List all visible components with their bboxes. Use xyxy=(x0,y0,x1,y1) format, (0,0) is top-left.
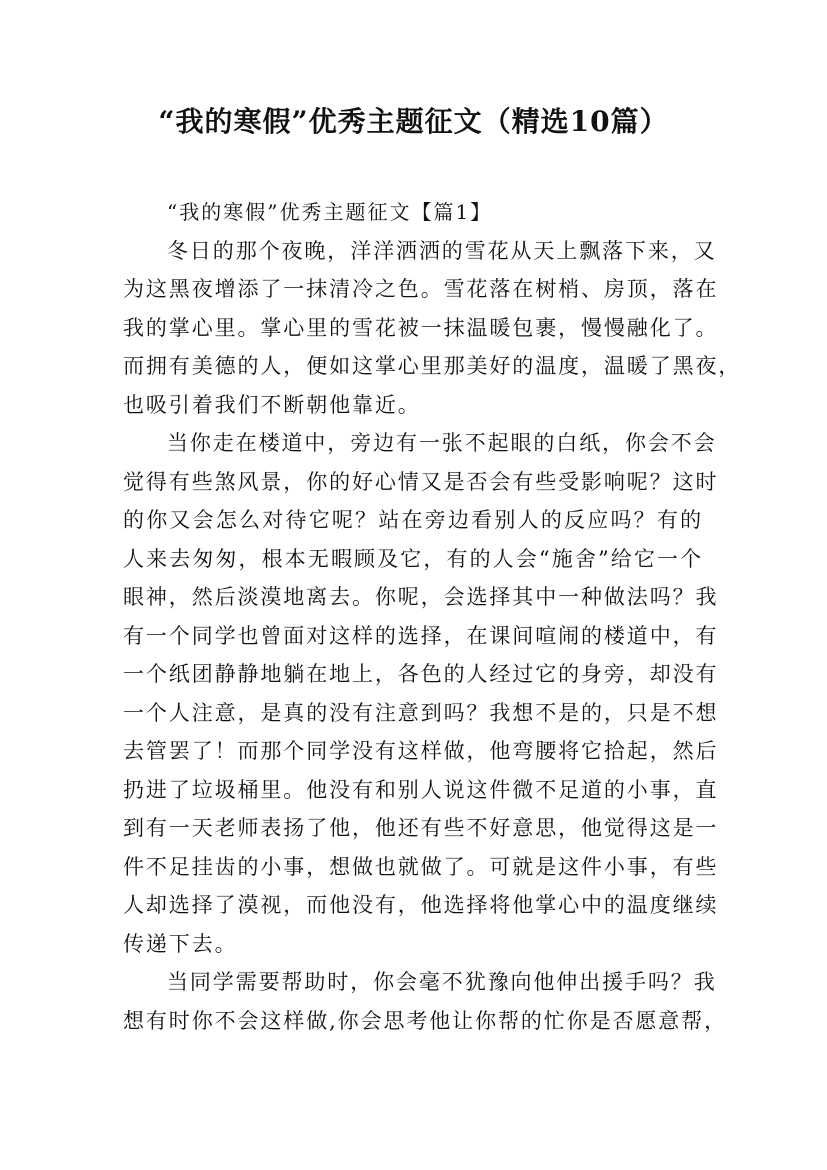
paragraph-line: 觉得有些煞风景，你的好心情又是否会有些受影响呢？这时 xyxy=(123,469,719,494)
paragraph xyxy=(123,424,719,963)
paragraph-line: 人来去匆匆，根本无暇顾及它，有的人会“施舍”给它一个 xyxy=(123,546,703,571)
paragraph-line: 眼神，然后淡漠地离去。你呢，会选择其中一种做法吗？我 xyxy=(123,585,719,609)
paragraph-line: 想有时你不会这样做,你会思考他让你帮的忙你是否愿意帮， xyxy=(123,1008,727,1033)
paragraph xyxy=(123,963,727,1040)
paragraph-line: 人却选择了漠视，而他没有，他选择将他掌心中的温度继续 xyxy=(123,893,719,917)
paragraph-line: 一个纸团静静地躺在地上，各色的人经过它的身旁，却没有 xyxy=(123,662,719,686)
paragraph-line: 一个人注意，是真的没有注意到吗？我想不是的，只是不想 xyxy=(123,700,719,725)
paragraph-line: 冬日的那个夜晚，洋洋洒洒的雪花从天上飘落下来，又 xyxy=(167,238,717,263)
paragraph-line: 到有一天老师表扬了他，他还有些不好意思，他觉得这是一 xyxy=(123,816,719,840)
paragraph-line: 为这黑夜增添了一抹清冷之色。雪花落在树梢、房顶，落在 xyxy=(123,277,719,301)
paragraph-line: 我的掌心里。掌心里的雪花被一抹温暖包裹，慢慢融化了。 xyxy=(123,315,719,340)
paragraph-line: 件不足挂齿的小事，想做也就做了。可就是这件小事，有些 xyxy=(123,854,719,879)
paragraph-line: 而拥有美德的人，便如这掌心里那美好的温度，温暖了黑夜， xyxy=(123,354,742,378)
paragraph-line: 传递下去。 xyxy=(123,931,238,956)
paragraph-line: 的你又会怎么对待它呢？站在旁边看别人的反应吗？有的 xyxy=(123,508,703,532)
paragraph-line: 有一个同学也曾面对这样的选择，在课间喧闹的楼道中，有 xyxy=(123,623,719,648)
document-body xyxy=(123,193,742,1040)
paragraph-line: 当你走在楼道中，旁边有一张不起眼的白纸，你会不会 xyxy=(167,431,717,455)
paragraph-line: 也吸引着我们不断朝他靠近。 xyxy=(123,392,421,417)
document-title: “我的寒假”优秀主题征文（精选10篇） xyxy=(158,105,669,138)
section-heading: “我的寒假”优秀主题征文【篇1】 xyxy=(167,200,493,224)
paragraph-line: 去管罢了！而那个同学没有这样做，他弯腰将它拾起，然后 xyxy=(123,739,719,763)
paragraph-line: 当同学需要帮助时，你会毫不犹豫向他伸出援手吗？我 xyxy=(167,970,717,994)
paragraph-line: 扔进了垃圾桶里。他没有和别人说这件微不足道的小事，直 xyxy=(123,777,719,802)
paragraph xyxy=(123,232,742,425)
